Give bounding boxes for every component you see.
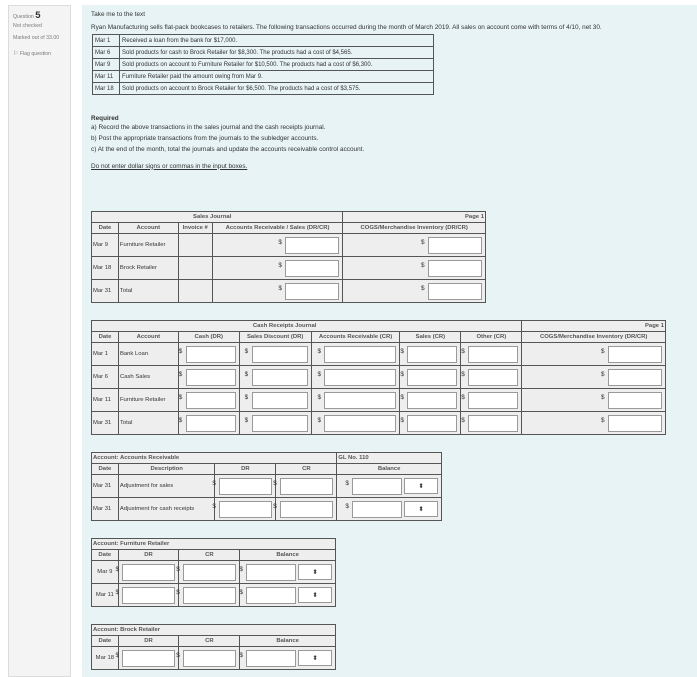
dollar-sign: $ <box>317 370 322 378</box>
row-date: Mar 1 <box>92 343 119 366</box>
cash-dr-input[interactable] <box>186 346 236 363</box>
col-header: Sales (CR) <box>400 332 461 343</box>
question-number-value: 5 <box>35 10 41 21</box>
col-header: Date <box>92 223 119 234</box>
col-header: Accounts Receivable / Sales (DR/CR) <box>212 223 343 234</box>
dollar-sign: $ <box>176 565 180 573</box>
ar-sales-input[interactable] <box>285 237 339 254</box>
transaction-row <box>93 35 434 47</box>
col-header: Balance <box>337 464 442 475</box>
dollar-sign: $ <box>212 479 216 487</box>
transaction-date: Mar 1 <box>93 35 120 47</box>
ar-dr-input[interactable] <box>219 478 272 495</box>
transaction-text: Sold products on account to Furniture Retailer for $10,500. The products had a cost of $6,300. <box>120 59 434 71</box>
cash-receipts-journal <box>91 320 666 435</box>
table-row <box>92 498 442 521</box>
furniture-cr-input[interactable] <box>183 564 236 581</box>
ar-cr-input[interactable] <box>324 346 396 363</box>
table-row <box>92 343 666 366</box>
balance-type-select[interactable] <box>298 650 332 666</box>
question-status: Not checked <box>13 22 42 29</box>
sales-discount-total-input[interactable] <box>252 415 308 432</box>
dollar-sign: $ <box>400 416 404 424</box>
table-row <box>92 647 336 670</box>
select-arrows-icon: ⬍ <box>418 506 424 513</box>
other-cr-input[interactable] <box>468 346 518 363</box>
table-row <box>92 475 442 498</box>
gl-number: GL No. 110 <box>337 453 442 464</box>
col-header: CR <box>276 464 337 475</box>
row-date: Mar 31 <box>92 498 119 521</box>
brock-retailer-ledger <box>91 624 336 670</box>
cash-dr-input[interactable] <box>186 392 236 409</box>
transaction-row <box>93 83 434 95</box>
cash-dr-input[interactable] <box>186 369 236 386</box>
transaction-text: Sold products on account to Brock Retailer for $6,500. The products had a cost of $3,575. <box>120 83 434 95</box>
sales-cr-input[interactable] <box>407 369 457 386</box>
col-header: Accounts Receivable (CR) <box>311 332 400 343</box>
dollar-sign: $ <box>345 502 349 510</box>
question-marks: Marked out of 33.00 <box>13 34 60 41</box>
cogs-input[interactable] <box>428 237 482 254</box>
brock-cr-input[interactable] <box>183 650 236 667</box>
question-info-panel <box>8 5 71 677</box>
transaction-date: Mar 11 <box>93 71 120 83</box>
question-number <box>13 10 66 23</box>
col-header: Sales Discount (DR) <box>239 332 311 343</box>
ar-dr-input[interactable] <box>219 501 272 518</box>
row-date: Mar 18 <box>92 257 119 280</box>
row-account: Furniture Retailer <box>118 389 178 412</box>
dollar-sign: $ <box>278 261 282 269</box>
cogs-input[interactable] <box>428 260 482 277</box>
dollar-sign: $ <box>178 393 183 401</box>
transaction-text: Furniture Retailer paid the amount owing from Mar 9. <box>120 71 434 83</box>
furniture-balance-input[interactable] <box>246 587 296 604</box>
dollar-sign: $ <box>176 651 180 659</box>
dollar-sign: $ <box>400 370 404 378</box>
table-row <box>92 584 336 607</box>
dollar-sign: $ <box>421 261 425 269</box>
flag-question-label: Flag question <box>19 50 51 57</box>
brock-dr-input[interactable] <box>122 650 175 667</box>
dollar-sign: $ <box>115 588 120 596</box>
dollar-sign: $ <box>178 347 183 355</box>
dollar-sign: $ <box>115 565 120 573</box>
col-header: Other (CR) <box>461 332 522 343</box>
ar-cr-input[interactable] <box>280 501 333 518</box>
dollar-sign: $ <box>400 347 404 355</box>
dollar-sign: $ <box>239 588 243 596</box>
furniture-dr-input[interactable] <box>122 564 175 581</box>
ar-sales-input[interactable] <box>285 260 339 277</box>
col-header: Account <box>118 223 178 234</box>
cash-receipts-journal-page: Page 1 <box>522 321 666 332</box>
cogs-input[interactable] <box>608 392 662 409</box>
select-arrows-icon: ⬍ <box>312 569 318 576</box>
row-description: Adjustment for sales <box>118 475 215 498</box>
dollar-sign: $ <box>244 416 249 424</box>
dollar-sign: $ <box>244 370 249 378</box>
table-row <box>92 280 486 303</box>
sales-discount-input[interactable] <box>252 369 308 386</box>
balance-type-select[interactable] <box>404 478 438 494</box>
brock-balance-input[interactable] <box>246 650 296 667</box>
row-date: Mar 6 <box>92 366 119 389</box>
row-account: Brock Retailer <box>118 257 178 280</box>
dollar-sign: $ <box>461 393 465 401</box>
table-row <box>92 366 666 389</box>
flag-question-button[interactable] <box>13 50 66 58</box>
col-header: COGS/Merchandise Inventory (DR/CR) <box>522 332 666 343</box>
furniture-retailer-ledger <box>91 538 336 607</box>
transaction-date: Mar 9 <box>93 59 120 71</box>
dollar-sign: $ <box>176 588 180 596</box>
row-date: Mar 11 <box>92 584 119 607</box>
col-header: Date <box>92 636 119 647</box>
col-header: CR <box>179 550 240 561</box>
cash-receipts-journal-title: Cash Receipts Journal <box>92 321 522 332</box>
row-date: Mar 9 <box>92 234 119 257</box>
required-section <box>91 115 689 156</box>
dollar-sign: $ <box>244 393 249 401</box>
ar-cr-input[interactable] <box>324 392 396 409</box>
flag-icon: ⚐ <box>13 50 19 57</box>
question-intro: Ryan Manufacturing sells flat-pack bookcases to retailers. The following transactions occurred during the month of March 2019. All sales on account come with terms of 4/10, net 30. <box>91 24 602 31</box>
furniture-cr-input[interactable] <box>183 587 236 604</box>
sales-cr-total-input[interactable] <box>407 415 457 432</box>
dollar-sign: $ <box>601 416 605 424</box>
sales-cr-input[interactable] <box>407 392 457 409</box>
transactions-table <box>92 34 434 95</box>
row-account: Cash Sales <box>118 366 178 389</box>
dollar-sign: $ <box>421 238 425 246</box>
sales-journal <box>91 211 486 303</box>
row-account: Total <box>118 280 178 303</box>
dollar-sign: $ <box>278 238 282 246</box>
dollar-sign: $ <box>244 347 249 355</box>
transaction-date: Mar 18 <box>93 83 120 95</box>
col-header: Invoice # <box>178 223 212 234</box>
transaction-text: Received a loan from the bank for $17,000. <box>120 35 434 47</box>
other-cr-input[interactable] <box>468 369 518 386</box>
dollar-sign: $ <box>345 479 349 487</box>
ar-balance-input[interactable] <box>352 501 402 518</box>
dollar-sign: $ <box>317 416 322 424</box>
dollar-sign: $ <box>461 370 465 378</box>
cogs-total-input[interactable] <box>428 283 482 300</box>
dollar-sign: $ <box>278 284 282 292</box>
furniture-account-title: Account: Furniture Retailer <box>92 539 336 550</box>
select-arrows-icon: ⬍ <box>418 483 424 490</box>
cogs-input[interactable] <box>608 369 662 386</box>
transaction-row <box>93 71 434 83</box>
table-row <box>92 561 336 584</box>
ar-cr-total-input[interactable] <box>324 415 396 432</box>
col-header: Account <box>118 332 178 343</box>
balance-type-select[interactable] <box>298 564 332 580</box>
col-header: Balance <box>240 550 336 561</box>
required-heading: Required <box>91 115 119 122</box>
row-date: Mar 18 <box>92 647 119 670</box>
furniture-balance-input[interactable] <box>246 564 296 581</box>
furniture-dr-input[interactable] <box>122 587 175 604</box>
row-account: Bank Loan <box>118 343 178 366</box>
ar-sales-total-input[interactable] <box>285 283 339 300</box>
sales-cr-input[interactable] <box>407 346 457 363</box>
dollar-sign: $ <box>400 393 404 401</box>
ar-cr-input[interactable] <box>280 478 333 495</box>
required-item: a) Record the above transactions in the sales journal and the cash receipts journal. <box>91 124 326 131</box>
ar-cr-input[interactable] <box>324 369 396 386</box>
table-row <box>92 257 486 280</box>
invoice-cell <box>178 234 212 257</box>
ar-account-title: Account: Accounts Receivable <box>92 453 337 464</box>
dollar-sign: $ <box>273 502 277 510</box>
dollar-sign: $ <box>212 502 216 510</box>
row-date: Mar 31 <box>92 280 119 303</box>
invoice-cell <box>178 257 212 280</box>
dollar-sign: $ <box>461 347 465 355</box>
row-date: Mar 31 <box>92 412 119 435</box>
transaction-text: Sold products for cash to Brock Retailer for $8,300. The products had a cost of $4,565. <box>120 47 434 59</box>
col-header: COGS/Merchandise Inventory (DR/CR) <box>343 223 486 234</box>
row-description: Adjustment for cash receipts <box>118 498 215 521</box>
dollar-sign: $ <box>601 370 605 378</box>
col-header: Balance <box>240 636 336 647</box>
sales-discount-input[interactable] <box>252 346 308 363</box>
required-item: c) At the end of the month, total the journals and update the accounts receivable control account. <box>91 145 365 153</box>
question-label: Question <box>13 14 34 20</box>
dollar-sign: $ <box>178 416 183 424</box>
row-date: Mar 31 <box>92 475 119 498</box>
balance-type-select[interactable] <box>404 501 438 517</box>
dollar-sign: $ <box>601 347 605 355</box>
select-arrows-icon: ⬍ <box>312 655 318 662</box>
col-header: DR <box>118 636 179 647</box>
dollar-sign: $ <box>601 393 605 401</box>
select-arrows-icon: ⬍ <box>312 592 318 599</box>
col-header: Cash (DR) <box>178 332 239 343</box>
transaction-row <box>93 59 434 71</box>
row-account: Furniture Retailer <box>118 234 178 257</box>
cash-dr-total-input[interactable] <box>186 415 236 432</box>
table-row <box>92 389 666 412</box>
cogs-total-input[interactable] <box>608 415 662 432</box>
sales-journal-title: Sales Journal <box>92 212 343 223</box>
table-row <box>92 412 666 435</box>
dollar-sign: $ <box>178 370 183 378</box>
take-me-to-text-link[interactable]: Take me to the text <box>91 11 145 18</box>
other-cr-total-input[interactable] <box>468 415 518 432</box>
brock-account-title: Account: Brock Retailer <box>92 625 336 636</box>
required-item: b) Post the appropriate transactions from the journals to the subledger accounts. <box>91 134 319 142</box>
ar-balance-input[interactable] <box>352 478 402 495</box>
col-header: CR <box>179 636 240 647</box>
dollar-sign: $ <box>421 284 425 292</box>
sales-discount-input[interactable] <box>252 392 308 409</box>
dollar-sign: $ <box>239 651 243 659</box>
dollar-sign: $ <box>317 347 322 355</box>
balance-type-select[interactable] <box>298 587 332 603</box>
dollar-sign: $ <box>273 479 277 487</box>
invoice-cell <box>178 280 212 303</box>
row-date: Mar 9 <box>92 561 119 584</box>
col-header: DR <box>118 550 179 561</box>
dollar-sign: $ <box>461 416 465 424</box>
col-header: Date <box>92 550 119 561</box>
other-cr-input[interactable] <box>468 392 518 409</box>
dollar-sign: $ <box>317 393 322 401</box>
dollar-sign: $ <box>239 565 243 573</box>
col-header: Description <box>118 464 215 475</box>
col-header: Date <box>92 332 119 343</box>
dollar-sign: $ <box>115 651 120 659</box>
table-row <box>92 234 486 257</box>
ar-control-account <box>91 452 442 521</box>
cogs-input[interactable] <box>608 346 662 363</box>
row-date: Mar 11 <box>92 389 119 412</box>
transaction-row <box>93 47 434 59</box>
row-account: Total <box>118 412 178 435</box>
col-header: DR <box>215 464 276 475</box>
input-note: Do not enter dollar signs or commas in the input boxes. <box>91 162 248 170</box>
col-header: Date <box>92 464 119 475</box>
sales-journal-page: Page 1 <box>343 212 486 223</box>
transaction-date: Mar 6 <box>93 47 120 59</box>
